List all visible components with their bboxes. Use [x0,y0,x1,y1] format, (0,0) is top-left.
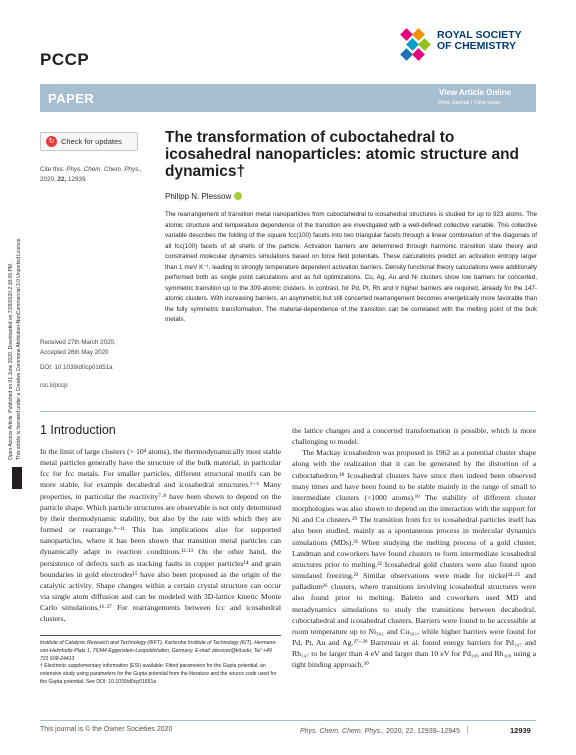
journal-reference [300,726,473,735]
footer-separator [467,726,468,734]
article-title: The transformation of cuboctahedral to icosahedral nanoparticles: atomic structure and dynamics† [165,129,520,180]
cc-badge-text: BY NC [14,497,41,503]
section-heading: 1 Introduction [40,423,116,437]
author-name[interactable]: Philipp N. Plessow [165,192,232,201]
publisher-line-2: OF CHEMISTRY [437,40,516,52]
body-left-column [40,446,281,625]
footnote-divider [40,635,281,636]
esi-note: † Electronic supplementary information (ESI) available: Fitted parameters for the Gupta potential, an extensive study using parameters for the Gupta potential from the literature and the source code used for the Gupta potential. See DOI: 10.1039/d0cp01651a [40,663,277,685]
open-access-notice [6,90,30,520]
view-journal-link[interactable]: View Journal [438,100,470,106]
received-date: Received 27th March 2020, [40,339,116,346]
open-access-line-2: This article is licensed under a Creative Commons Attribution-NonCommercial 3.0 Unported Licence. [16,237,22,460]
citation-pages: 12939 [68,175,86,183]
footer-pages: 12939–12945 [417,728,460,735]
check-for-updates-label: Check for updates [61,137,122,146]
open-access-line-1: Open Access Article. Published on 01 June 2020. Downloaded on 7/28/2020 2:18:09 PM. [8,262,14,460]
body-paragraph: the lattice changes and a concerted transformation is possible, which is more challenging to model. [292,426,536,447]
footer-journal: Phys. Chem. Chem. Phys., [300,728,385,735]
author-line [165,192,242,201]
citation-year: 2020, [40,175,56,183]
body-paragraph: In the limit of large clusters (> 10⁴ atoms), the thermodynamically most stable metal particles generally have the structure of the bulk material, in particular fcc for fcc metals. For smaller particles, different structural motifs can be more stable, for example decahedral and icosahedral structures.¹⁻⁶ Many properties, in particular the reactivity⁷·⁸ have been shown to depend on the particle shape. Which particle structures are observable is not only determined by their thermodynamic stability, but also by the rate with which they are formed or rearrange.⁹⁻¹¹ This has implications also for supported nanoparticles, where it has been shown that transition metal particles can dynamically adapt to reaction conditions.¹²·¹³ On the other hand, the persistence of defects such as stacking faults in copper particles¹⁴ and grain boundaries in gold electrodes¹⁵ have also been proposed as the origin of the catalytic activity. Shape changes within a certain crystal structure can occur via single atom diffusion and can be modeled with 3D-lattice kinetic Monte Carlo simulations.¹⁶·¹⁷ For rearrangements between fcc and icosahedral clusters, [40,447,281,624]
accepted-date: Accepted 26th May 2020 [40,348,109,356]
footer-divider [40,720,536,721]
affiliation: Institute of Catalysis Research and Technology (IKFT), Karlsruhe Institute of Technology (KIT), Hermann-von-Helmholtz-Platz 1, 76344 Eggenstein-Leopoldshafen, Germany. E-mail: plessow@kit.edu; Tel: +49 721 608-24413 [40,640,277,662]
citation [40,165,155,184]
refresh-icon: ↻ [46,136,57,147]
journal-short-link[interactable]: rsc.li/pccp [40,382,68,389]
article-type-label: PAPER [48,91,95,106]
publisher-name [437,30,522,52]
divider [40,411,536,412]
page-number: 12939 [510,726,531,735]
view-links [438,100,500,106]
copyright: This journal is © the Owner Societies 2020 [40,726,173,733]
body-paragraph: The Mackay icosahedron was proposed in 1962 as a potential cluster shape along with the realization that it can be generated by the distortion of a cuboctahedron.¹⁸ Icosahedral clusters have since then indeed been observed many times and have been found to be stable mainly in the range of small to intermediate clusters (<1000 atoms).¹⁹ The stability of different cluster morphologies was also shown to depend on the interaction with the support for Ni and Cu clusters.²⁰ The transition from fcc to icosahedral particles itself has also been studied, mainly as a spontaneous process in molecular dynamics simulations (MDs).²¹ When studying the melting process of a gold cluster, Landman and coworkers have found clusters to form intermediate icosahedral structures prior to melting.²² Icosahedral gold clusters were also found upon simulated freezing.²³ Similar observations were made for nickel²⁴·²⁵ and palladium²⁶ clusters, where transitions involving icosahedral structures were also found prior to melting. Baletto and coworkers used MD and metadynamics simulations to study the transitions between decahedral, cuboctahedral and icosahedral clusters. Barriers were found to be accessible at room temperature up to Ni₅₆₁ and Cu₅₆₁, while higher barriers were found for Pd, Pt, Au and Ag.²⁷⁻²⁹ Barreteau et al. found energy barriers for Pd₁₄₇ and Rh₁₄₇ to be larger than 4 eV and larger than 10 eV for Pd₃₀₉ and Rh₃₀₉ using a tight binding approach.³⁰ [292,448,536,670]
body-right-column [292,425,536,670]
footnotes [40,640,281,687]
citation-prefix: Cite this: [40,166,65,173]
doi[interactable]: DOI: 10.1039/d0cp01651a [40,364,113,371]
publisher-line-1: ROYAL SOCIETY [437,29,522,41]
link-separator: | [470,100,473,106]
citation-journal: Phys. Chem. Chem. Phys., [66,166,142,173]
cc-license-badge[interactable] [12,467,41,503]
journal-name: PCCP [40,50,90,69]
rsc-logo-icon [400,28,434,66]
abstract: The rearrangement of transition metal nanoparticles from cuboctahedral to icosahedral structures is studied for up to 923 atoms. The atomic structure and temperature dependence of the transition are investigated with a well-defined collective variable. This collective variable describes the folding of the square fcc(100) facets into two triangular facets through a linear combination of the diagonals of all fcc(100) facets of all shells of the particle. Activation barriers are determined through harmonic transition state theory and constrained molecular dynamics simulations based on force field potentials. These calculations predict an activation entropy larger than 1 meV K⁻¹, leading to strongly temperature dependent activation barriers. Density functional theory calculations were additionally performed both as single point calculations and as full optimizations. Cu, Ag, Au and Ni clusters show low barriers for concerted, symmetric transition up to the 309-atomic clusters. In contrast, for Pd, Pt, Rh and Ir higher barriers are required, already for the 147-atomic clusters. With increasing barriers, an asymmetric but still concerted rearrangement becomes energetically more favorable than the fully symmetric transformation. The material-dependence of the transition can be correlated with the melting point of the bulk metals. [165,211,537,323]
citation-volume: 22, [57,175,67,183]
view-issue-link[interactable]: View Issue [473,100,501,106]
footer-year-volume: 2020, 22, [385,728,416,735]
check-for-updates-button[interactable] [40,132,138,151]
received-dates [40,338,155,357]
orcid-icon[interactable] [234,192,242,200]
view-article-online-link[interactable]: View Article Online [439,88,512,97]
